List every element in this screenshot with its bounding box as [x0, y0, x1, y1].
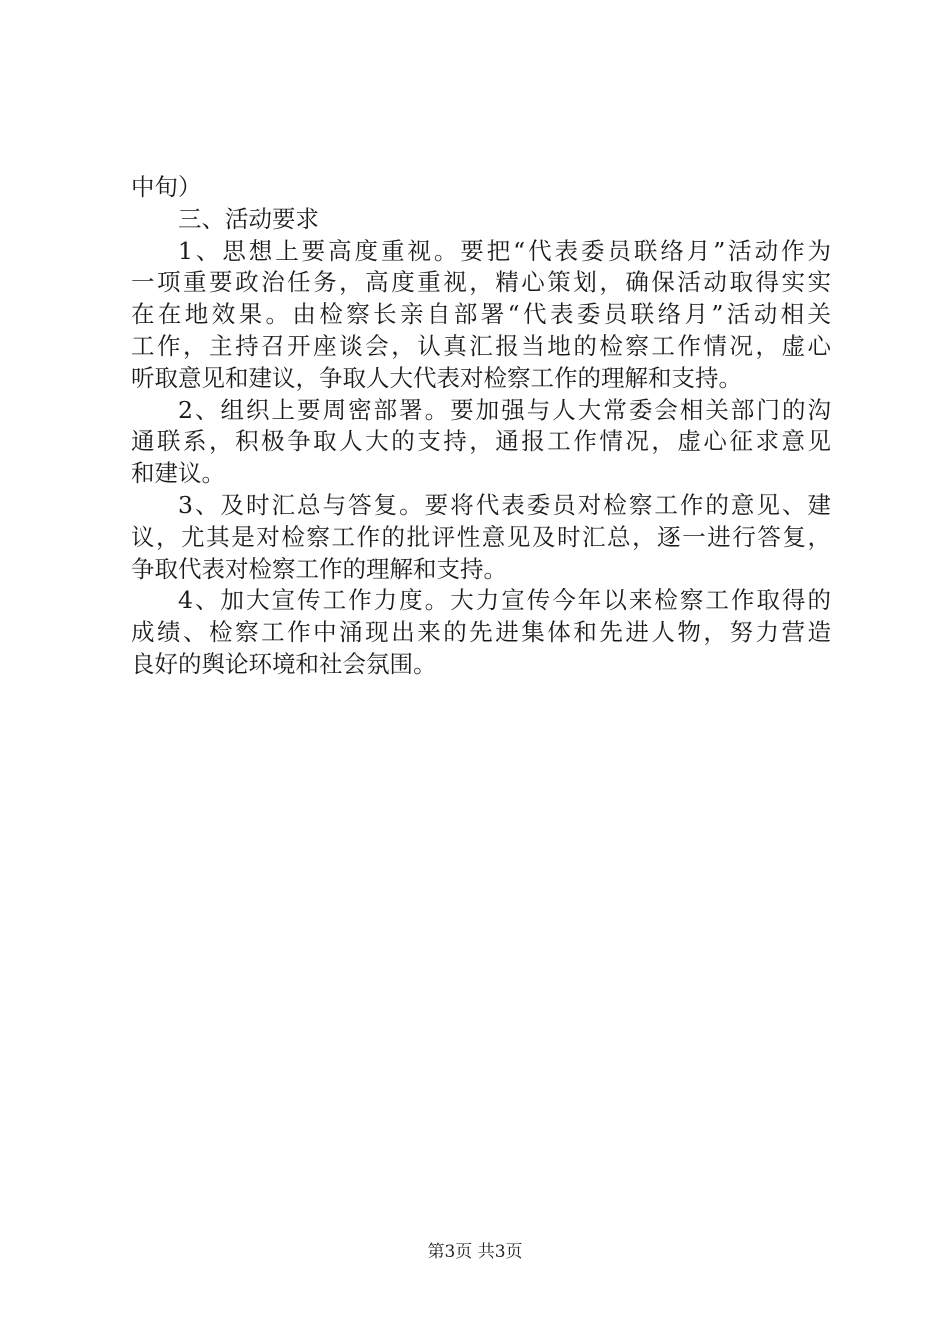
text-line: 3、及时汇总与答复。要将代表委员对检察工作的意见、建	[178, 490, 831, 519]
page-number-footer: 第3页 共3页	[427, 1242, 523, 1262]
text-line: 一项重要政治任务，高度重视，精心策划，确保活动取得实实	[131, 268, 831, 297]
section-heading: 三、活动要求	[178, 204, 319, 233]
text-line: 工作，主持召开座谈会，认真汇报当地的检察工作情况，虚心	[131, 331, 831, 360]
text-line: 在在地效果。由检察长亲自部署“代表委员联络月”活动相关	[131, 300, 831, 329]
text-line: 4、加大宣传工作力度。大力宣传今年以来检察工作取得的	[178, 586, 831, 615]
text-line: 听取意见和建议，争取人大代表对检察工作的理解和支持。	[131, 363, 742, 392]
text-line: 和建议。	[131, 459, 225, 488]
text-line: 争取代表对检察工作的理解和支持。	[131, 554, 507, 583]
text-line: 议，尤其是对检察工作的批评性意见及时汇总，逐一进行答复，	[131, 522, 831, 551]
text-line: 成绩、检察工作中涌现出来的先进集体和先进人物，努力营造	[131, 618, 831, 647]
text-line: 良好的舆论环境和社会氛围。	[131, 649, 437, 678]
document-body	[131, 172, 831, 681]
text-line: 中旬）	[131, 173, 202, 201]
text-line: 通联系，积极争取人大的支持，通报工作情况，虚心征求意见	[131, 427, 831, 456]
text-line: 2、组织上要周密部署。要加强与人大常委会相关部门的沟	[178, 395, 831, 424]
text-line: 1、思想上要高度重视。要把“代表委员联络月”活动作为	[178, 236, 831, 265]
